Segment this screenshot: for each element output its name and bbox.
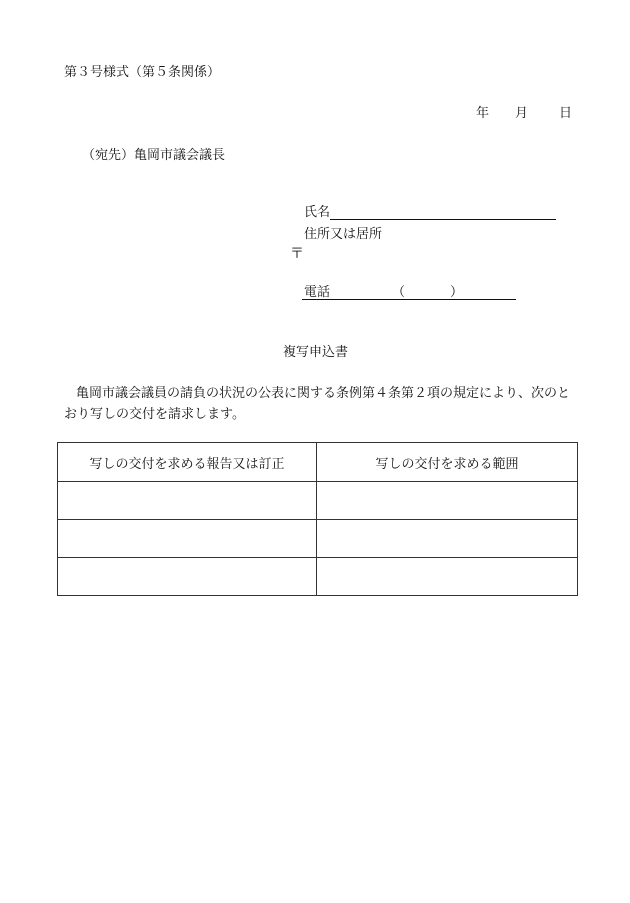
request-table (57, 442, 578, 596)
table-cell-report[interactable] (58, 520, 317, 558)
address-label: 住所又は居所 (304, 227, 383, 242)
date-month-label: 月 (515, 106, 529, 121)
date-day-label: 日 (559, 106, 573, 121)
header-report-or-correction: 写しの交付を求める報告又は訂正 (58, 443, 317, 482)
date-year-label: 年 (476, 106, 490, 121)
postal-mark: 〒 (290, 246, 304, 262)
table-header-row (58, 443, 578, 482)
phone-paren-close: ） (450, 285, 464, 300)
table-cell-range[interactable] (317, 520, 578, 558)
phone-paren-open: （ (392, 285, 406, 300)
document-body: 亀岡市議会議員の請負の状況の公表に関する条例第４条第２項の規定により、次のとおり写しの交付を請求します。 (64, 386, 571, 422)
table-row (58, 558, 578, 596)
document-title: 複写申込書 (283, 345, 349, 360)
table-row (58, 482, 578, 520)
table-cell-range[interactable] (317, 482, 578, 520)
table-cell-report[interactable] (58, 558, 317, 596)
table-row (58, 520, 578, 558)
addressee: （宛先）亀岡市議会議長 (82, 148, 226, 163)
name-field-line[interactable] (330, 219, 556, 220)
date-line (476, 107, 572, 120)
table-cell-report[interactable] (58, 482, 317, 520)
table-cell-range[interactable] (317, 558, 578, 596)
header-range: 写しの交付を求める範囲 (317, 443, 578, 482)
form-number: 第３号様式（第５条関係） (64, 65, 221, 80)
name-label: 氏名 (304, 205, 331, 220)
phone-field-line[interactable] (302, 299, 516, 300)
phone-label: 電話 (304, 285, 331, 300)
